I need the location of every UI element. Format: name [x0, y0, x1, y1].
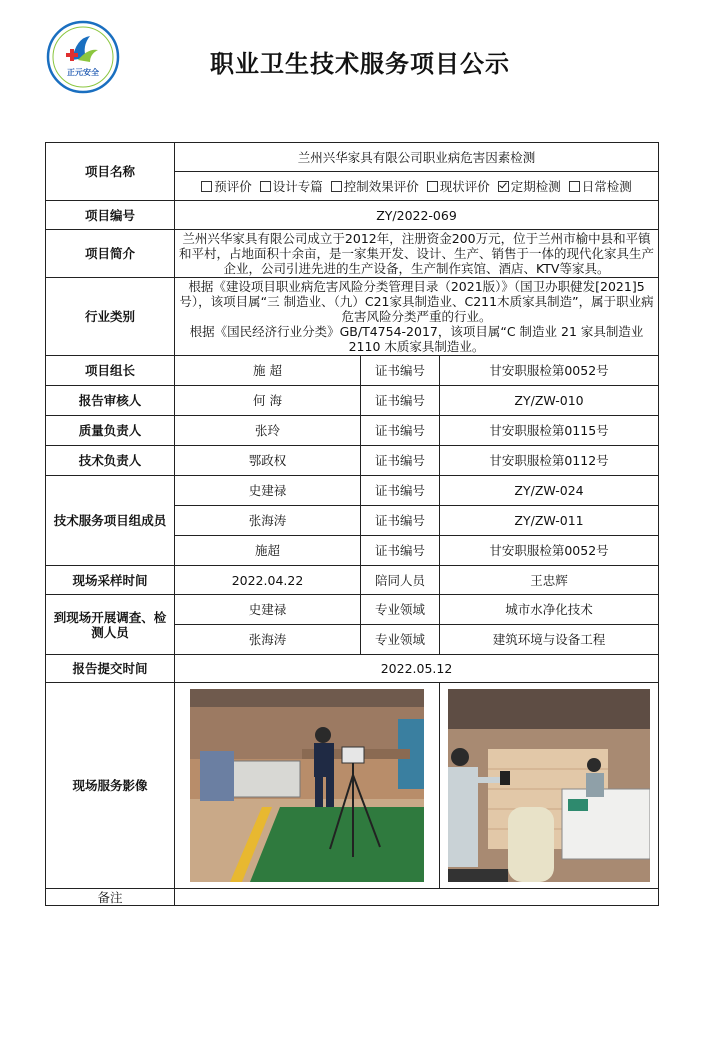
industry-value — [175, 278, 659, 356]
field-staff-field: 建筑环境与设备工程 — [440, 625, 659, 655]
project-no-value: ZY/2022-069 — [175, 201, 659, 230]
quality-cert: 甘安职服检第0115号 — [440, 416, 659, 446]
sampling-time-value: 2022.04.22 — [175, 566, 361, 595]
accompany-label: 陪同人员 — [361, 566, 440, 595]
site-photo-measurement — [448, 689, 650, 882]
field-staff-label: 到现场开展调查、检测人员 — [46, 595, 175, 655]
field-staff-name: 张海涛 — [175, 625, 361, 655]
technical-name: 鄂政权 — [175, 446, 361, 476]
logo-text: 正元安全 — [67, 68, 99, 77]
team-label: 技术服务项目组成员 — [46, 476, 175, 566]
quality-name: 张玲 — [175, 416, 361, 446]
remark-label: 备注 — [46, 889, 175, 906]
option-control-effect[interactable]: 控制效果评价 — [331, 179, 419, 194]
team-member-name: 张海涛 — [175, 506, 361, 536]
industry-label: 行业类别 — [46, 278, 175, 356]
reviewer-cert: ZY/ZW-010 — [440, 386, 659, 416]
cert-label: 证书编号 — [361, 536, 440, 566]
reviewer-name: 何 海 — [175, 386, 361, 416]
leader-label: 项目组长 — [46, 356, 175, 386]
assessment-type-options — [175, 172, 659, 201]
checkbox-icon — [569, 181, 580, 192]
photo-cell-1 — [175, 683, 440, 889]
project-intro-label: 项目简介 — [46, 230, 175, 278]
team-member-name: 施超 — [175, 536, 361, 566]
cert-label: 证书编号 — [361, 356, 440, 386]
option-pre-evaluation[interactable]: 预评价 — [201, 179, 252, 194]
project-name-value: 兰州兴华家具有限公司职业病危害因素检测 — [175, 143, 659, 172]
industry-text-1: 根据《建设项目职业病危害风险分类管理目录（2021版）》（国卫办职健发[2021]5号），该项目属“三 制造业、（九）C21家具制造业、C211木质家具制造”，属于职业病危害风险分类严重的行业。 — [179, 279, 654, 324]
cert-label: 证书编号 — [361, 386, 440, 416]
checked-checkbox-icon — [498, 181, 509, 192]
project-intro-value: 兰州兴华家具有限公司成立于2012年，注册资金200万元，位于兰州市榆中县和平镇和平村，占地面积十余亩，是一家集开发、设计、生产、销售于一体的现代化家具生产企业，公司引进先进的生产设备，生产制作宾馆、酒店、KTV等家具。 — [175, 230, 659, 278]
cert-label: 证书编号 — [361, 416, 440, 446]
field-label: 专业领域 — [361, 595, 440, 625]
cert-label: 证书编号 — [361, 506, 440, 536]
team-member-cert: ZY/ZW-011 — [440, 506, 659, 536]
site-photo-workshop — [190, 689, 424, 882]
field-staff-name: 史建禄 — [175, 595, 361, 625]
field-label: 专业领域 — [361, 625, 440, 655]
remark-value — [175, 889, 659, 906]
submit-time-value: 2022.05.12 — [175, 655, 659, 683]
field-staff-field: 城市水净化技术 — [440, 595, 659, 625]
page-title: 职业卫生技术服务项目公示 — [210, 50, 510, 78]
checkbox-icon — [201, 181, 212, 192]
leader-name: 施 超 — [175, 356, 361, 386]
cert-label: 证书编号 — [361, 446, 440, 476]
option-periodic[interactable]: 定期检测 — [498, 179, 561, 194]
submit-time-label: 报告提交时间 — [46, 655, 175, 683]
team-member-name: 史建禄 — [175, 476, 361, 506]
accompany-value: 王忠辉 — [440, 566, 659, 595]
reviewer-label: 报告审核人 — [46, 386, 175, 416]
technical-label: 技术负责人 — [46, 446, 175, 476]
option-design[interactable]: 设计专篇 — [260, 179, 323, 194]
sampling-time-label: 现场采样时间 — [46, 566, 175, 595]
option-daily[interactable]: 日常检测 — [569, 179, 632, 194]
checkbox-icon — [427, 181, 438, 192]
service-info-table — [45, 142, 659, 906]
photos-label: 现场服务影像 — [46, 683, 175, 889]
photo-cell-2 — [440, 683, 659, 889]
project-name-label: 项目名称 — [46, 143, 175, 201]
quality-label: 质量负责人 — [46, 416, 175, 446]
technical-cert: 甘安职服检第0112号 — [440, 446, 659, 476]
leader-cert: 甘安职服检第0052号 — [440, 356, 659, 386]
option-status[interactable]: 现状评价 — [427, 179, 490, 194]
checkbox-icon — [331, 181, 342, 192]
checkbox-icon — [260, 181, 271, 192]
industry-text-2: 根据《国民经济行业分类》GB/T4754-2017，该项目属“C 制造业 21 家具制造业 2110 木质家具制造业。 — [189, 324, 644, 354]
team-member-cert: 甘安职服检第0052号 — [440, 536, 659, 566]
team-member-cert: ZY/ZW-024 — [440, 476, 659, 506]
cert-label: 证书编号 — [361, 476, 440, 506]
project-no-label: 项目编号 — [46, 201, 175, 230]
